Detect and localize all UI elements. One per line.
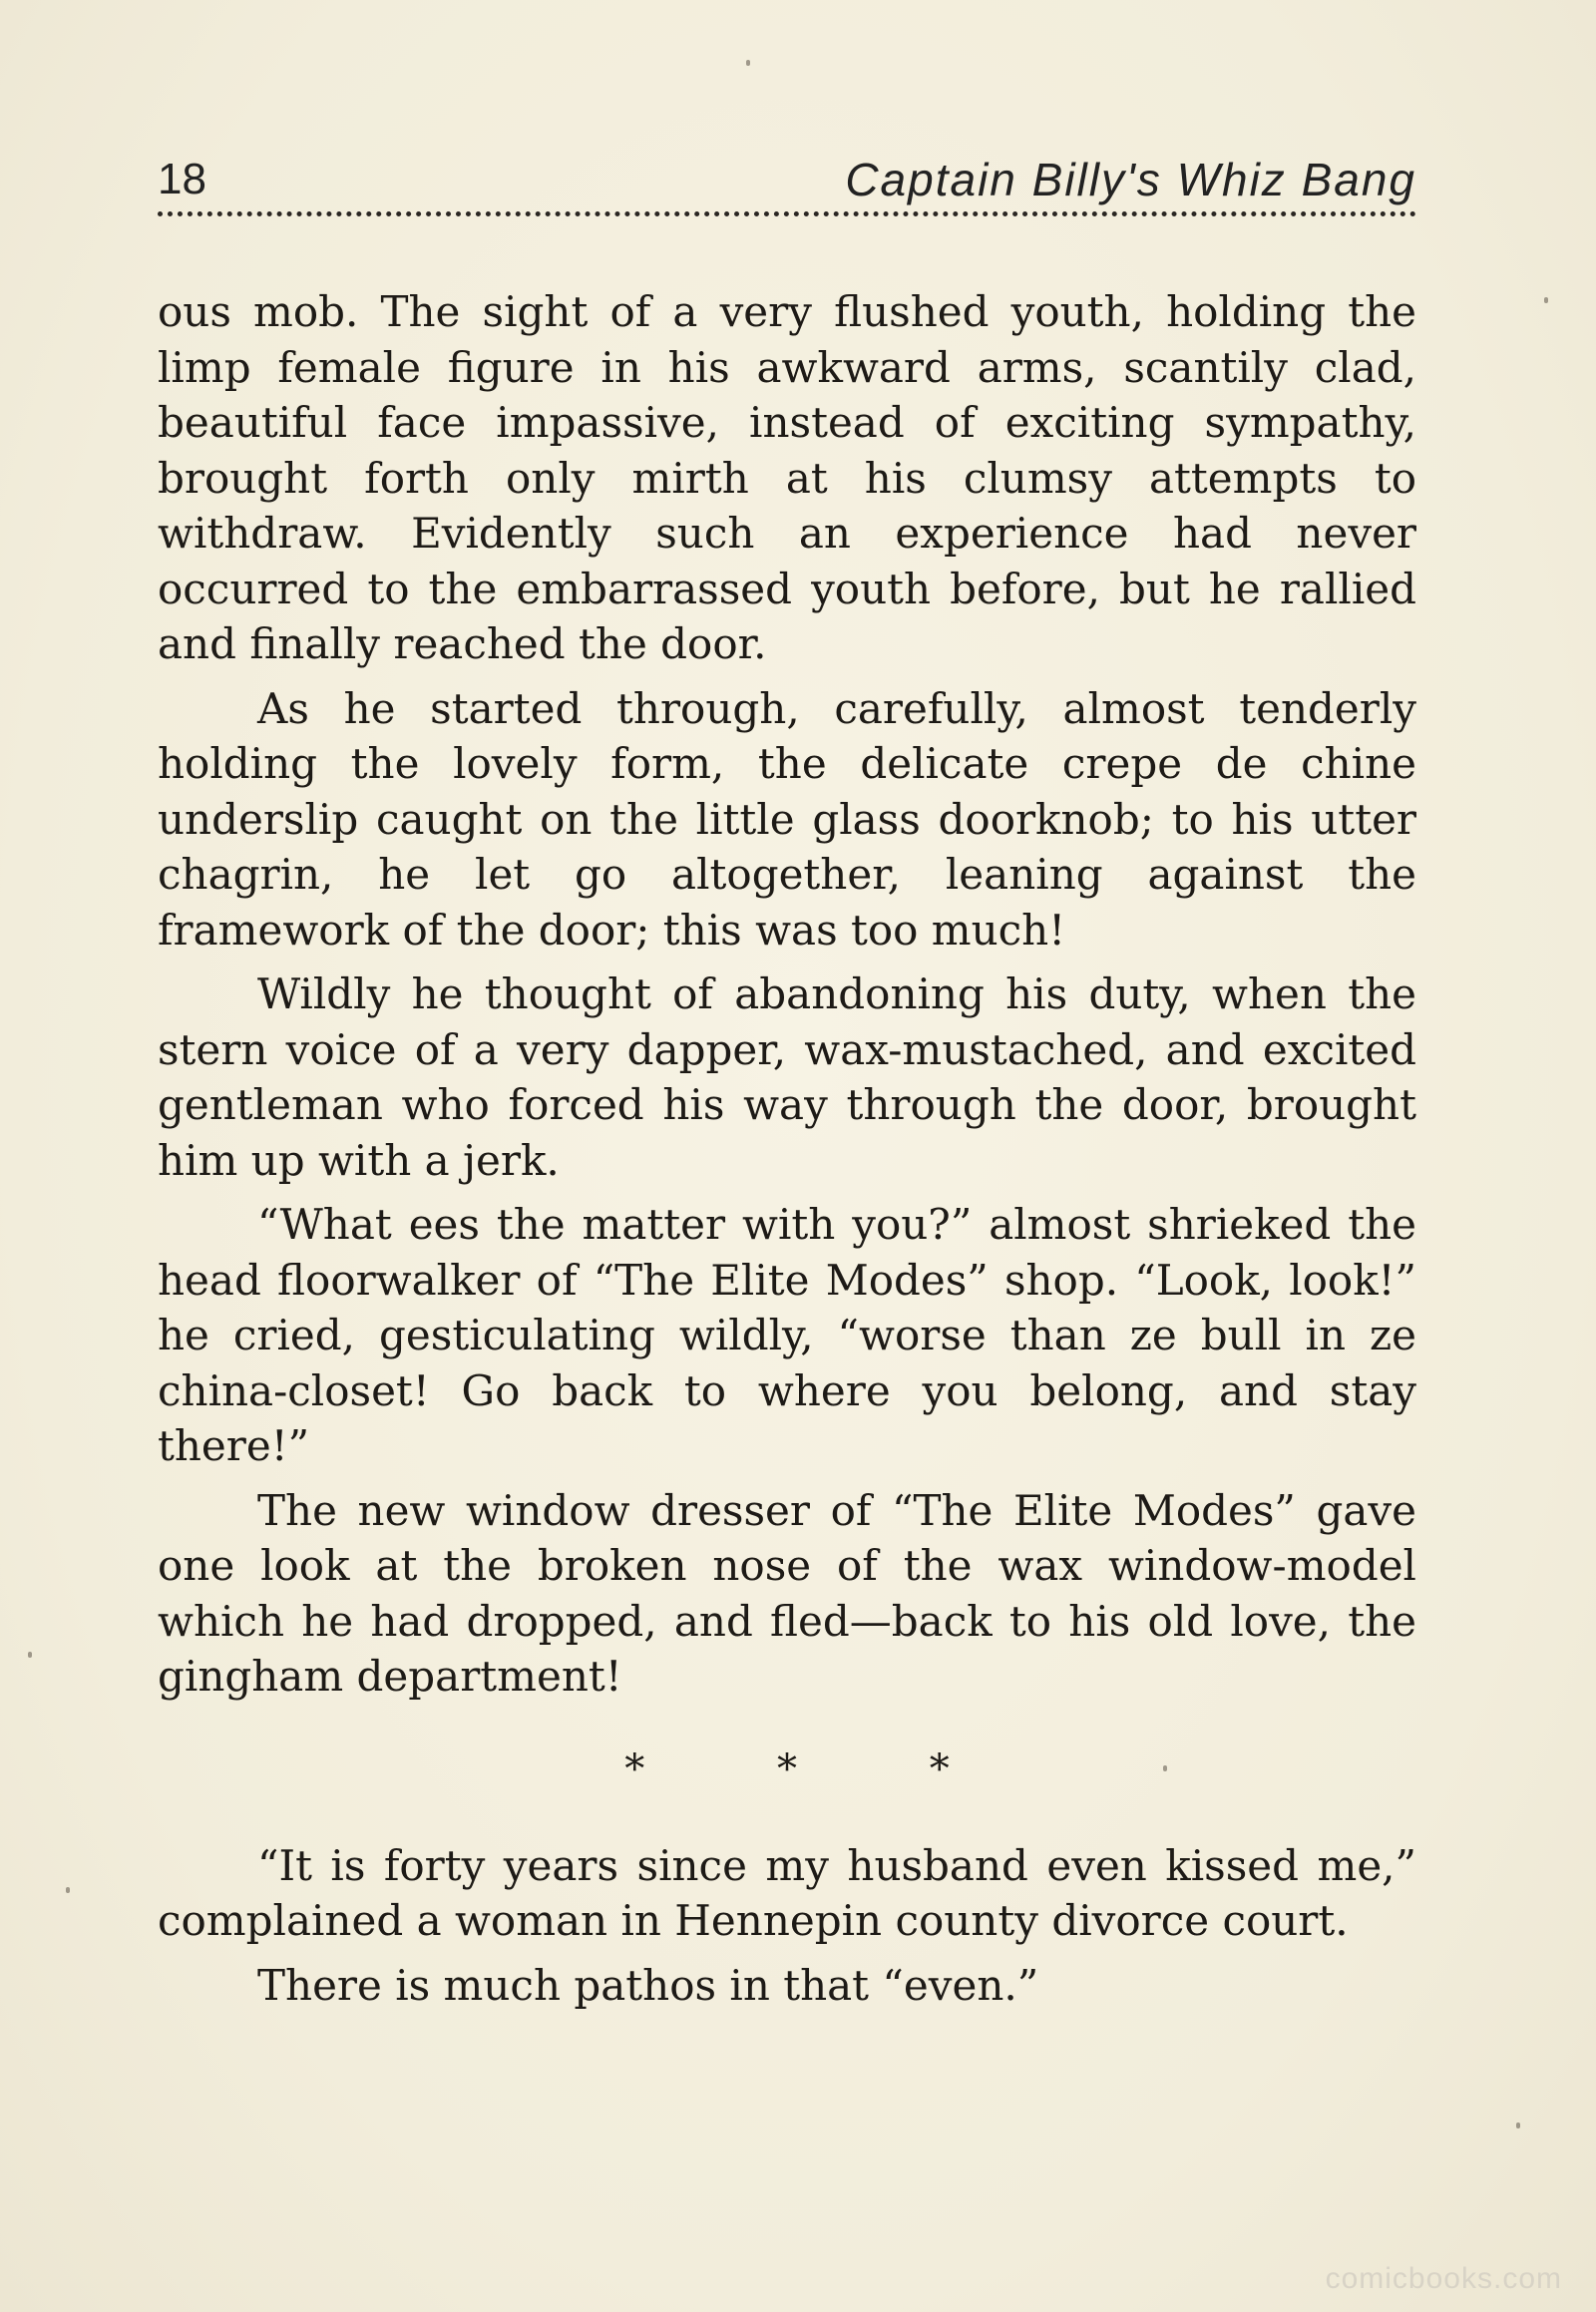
- watermark: comicbooks.com: [1325, 2262, 1562, 2295]
- paragraph: As he started through, carefully, almost tenderly holding the lovely form, the delicate crepe de chine underslip caught on the little glass doorknob; to his utter chagrin, he let go altogether, leaning against the framework of the door; this was too much!: [158, 683, 1416, 955]
- paragraph: The new window dresser of “The Elite Modes” gave one look at the broken nose of the wax window-model which he had dropped, and fled—back to his old love, the gingham department!: [158, 1485, 1416, 1701]
- section-separator: * * *: [624, 1745, 1009, 1792]
- paragraph: “What ees the matter with you?” almost shrieked the head floorwalker of “The Elite Modes” shop. “Look, look!” he cried, gesticulating wildly, “worse than ze bull in ze china-closet! Go back to where you belong, and stay there!”: [158, 1200, 1416, 1470]
- header-divider: [158, 211, 1416, 216]
- page-number: 18: [158, 155, 206, 203]
- paper-speck: [66, 1887, 70, 1893]
- paragraph: There is much pathos in that “even.”: [257, 1960, 1039, 2010]
- running-title: Captain Billy's Whiz Bang: [845, 154, 1416, 205]
- paper-speck: [746, 60, 750, 66]
- paragraph: “It is forty years since my husband even kissed me,” complained a woman in Hennepin county divorce court.: [158, 1840, 1416, 1945]
- paper-speck: [1163, 1765, 1167, 1771]
- paper-speck: [28, 1652, 32, 1658]
- page-header: [158, 150, 1416, 209]
- paragraph: ous mob. The sight of a very flushed youth, holding the limp female figure in his awkward arms, scantily clad, beautiful face impassive, instead of exciting sympathy, brought forth only mirth at his clumsy attempts to withdraw. Evidently such an experience had never occurred to the embarrassed youth before, but he rallied and finally reached the door.: [158, 287, 1416, 668]
- paper-speck: [1516, 2122, 1520, 2128]
- paragraph: Wildly he thought of abandoning his duty, when the stern voice of a very dapper, wax-mustached, and excited gentleman who forced his way through the door, brought him up with a jerk.: [158, 969, 1416, 1185]
- paper-speck: [1544, 297, 1548, 303]
- body-text: [158, 284, 1416, 2022]
